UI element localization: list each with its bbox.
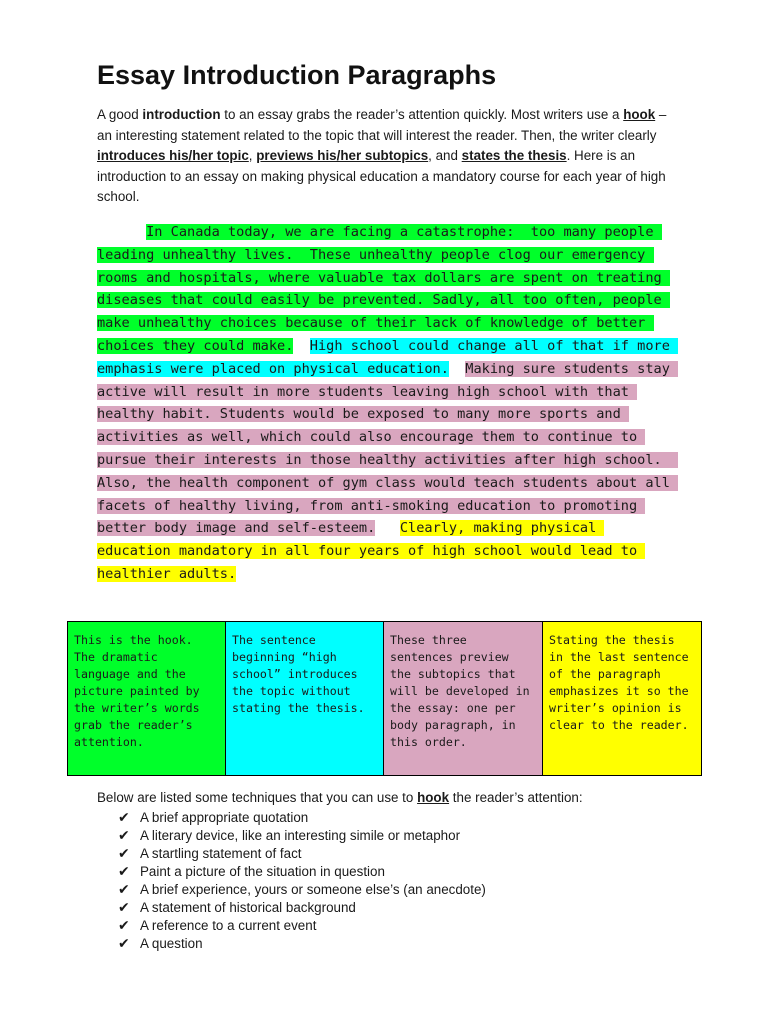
intro-term-introduces: introduces his/her topic: [97, 148, 249, 163]
annotation-boxes: [67, 621, 702, 776]
essay-thesis-highlight: Clearly, making physical education mandatory in all four years of high school would lead to healthier adults.: [97, 520, 646, 582]
intro-text-6: . Here is an introduction to an essay on making physical education a mandatory course for each year of high school.: [97, 148, 666, 204]
essay-subtopics-highlight: Making sure students stay active will result in more students leaving high school with that healthy habit. Students would be exposed to many more sports and activities as well, which could also encourage them to continue to pursue their interests in those healthy activities after high school. Also, the health component of gym class would teach students about all facets of healthy living, from anti-smoking education to promoting better body image and self-esteem.: [97, 360, 679, 537]
list-item: [118, 935, 486, 953]
intro-term-introduction: introduction: [142, 107, 221, 122]
technique-label: A reference to a current event: [140, 918, 317, 933]
techniques-intro-text-2: the reader’s attention:: [449, 790, 583, 805]
hook-explanation-box: This is the hook. The dramatic language and the picture painted by the writer’s words grab the reader’s attention.: [68, 622, 226, 775]
intro-text-3: – an interesting statement related to the topic that will interest the reader. Then, the writer clearly: [97, 107, 667, 143]
check-icon: ✔: [118, 846, 130, 862]
technique-label: A brief experience, yours or someone else’s (an anecdote): [140, 882, 486, 897]
check-icon: ✔: [118, 900, 130, 916]
check-icon: ✔: [118, 918, 130, 934]
check-icon: ✔: [118, 828, 130, 844]
sample-essay-paragraph: [97, 221, 677, 586]
intro-text-5: , and: [428, 148, 462, 163]
essay-topic-highlight: High school could change all of that if more emphasis were placed on physical education.: [97, 337, 679, 377]
essay-hook-highlight: In Canada today, we are facing a catastrophe: too many people leading unhealthy lives. These unhealthy people clog our emergency rooms and hospitals, where valuable tax dollars are spent on treating diseases that could easily be prevented. Sadly, all too often, people make unhealthy choices because of their lack of knowledge of better choices they could make.: [97, 224, 670, 354]
techniques-intro-hook: hook: [417, 790, 450, 805]
page-title: Essay Introduction Paragraphs: [97, 60, 497, 90]
intro-term-previews: previews his/her subtopics: [256, 148, 429, 163]
list-item: [118, 863, 486, 881]
techniques-intro-text-1: Below are listed some techniques that you can use to: [97, 790, 418, 805]
intro-text-4: ,: [248, 148, 257, 163]
technique-label: A question: [140, 936, 203, 951]
thesis-explanation-box: Stating the thesis in the last sentence of the paragraph emphasizes it so the writer’s opinion is clear to the reader.: [543, 622, 701, 775]
check-icon: ✔: [118, 864, 130, 880]
intro-paragraph: [97, 105, 677, 208]
list-item: [118, 881, 486, 899]
check-icon: ✔: [118, 936, 130, 952]
intro-term-hook: hook: [623, 107, 656, 122]
list-item: [118, 899, 486, 917]
techniques-intro: [97, 790, 583, 805]
technique-label: Paint a picture of the situation in question: [140, 864, 385, 879]
check-icon: ✔: [118, 882, 130, 898]
list-item: [118, 809, 486, 827]
technique-label: A statement of historical background: [140, 900, 356, 915]
list-item: [118, 827, 486, 845]
intro-text-2: to an essay grabs the reader’s attention quickly. Most writers use a: [220, 107, 624, 122]
technique-label: A literary device, like an interesting simile or metaphor: [140, 828, 461, 843]
technique-label: A brief appropriate quotation: [140, 810, 309, 825]
intro-text-1: A good: [97, 107, 143, 122]
techniques-list: [118, 809, 486, 953]
intro-term-states: states the thesis: [461, 148, 567, 163]
subtopics-explanation-box: These three sentences preview the subtopics that will be developed in the essay: one per body paragraph, in this order.: [384, 622, 543, 775]
check-icon: ✔: [118, 810, 130, 826]
topic-explanation-box: The sentence beginning “high school” introduces the topic without stating the thesis.: [226, 622, 384, 775]
list-item: [118, 917, 486, 935]
essay-indent: [97, 224, 146, 240]
technique-label: A startling statement of fact: [140, 846, 302, 861]
list-item: [118, 845, 486, 863]
